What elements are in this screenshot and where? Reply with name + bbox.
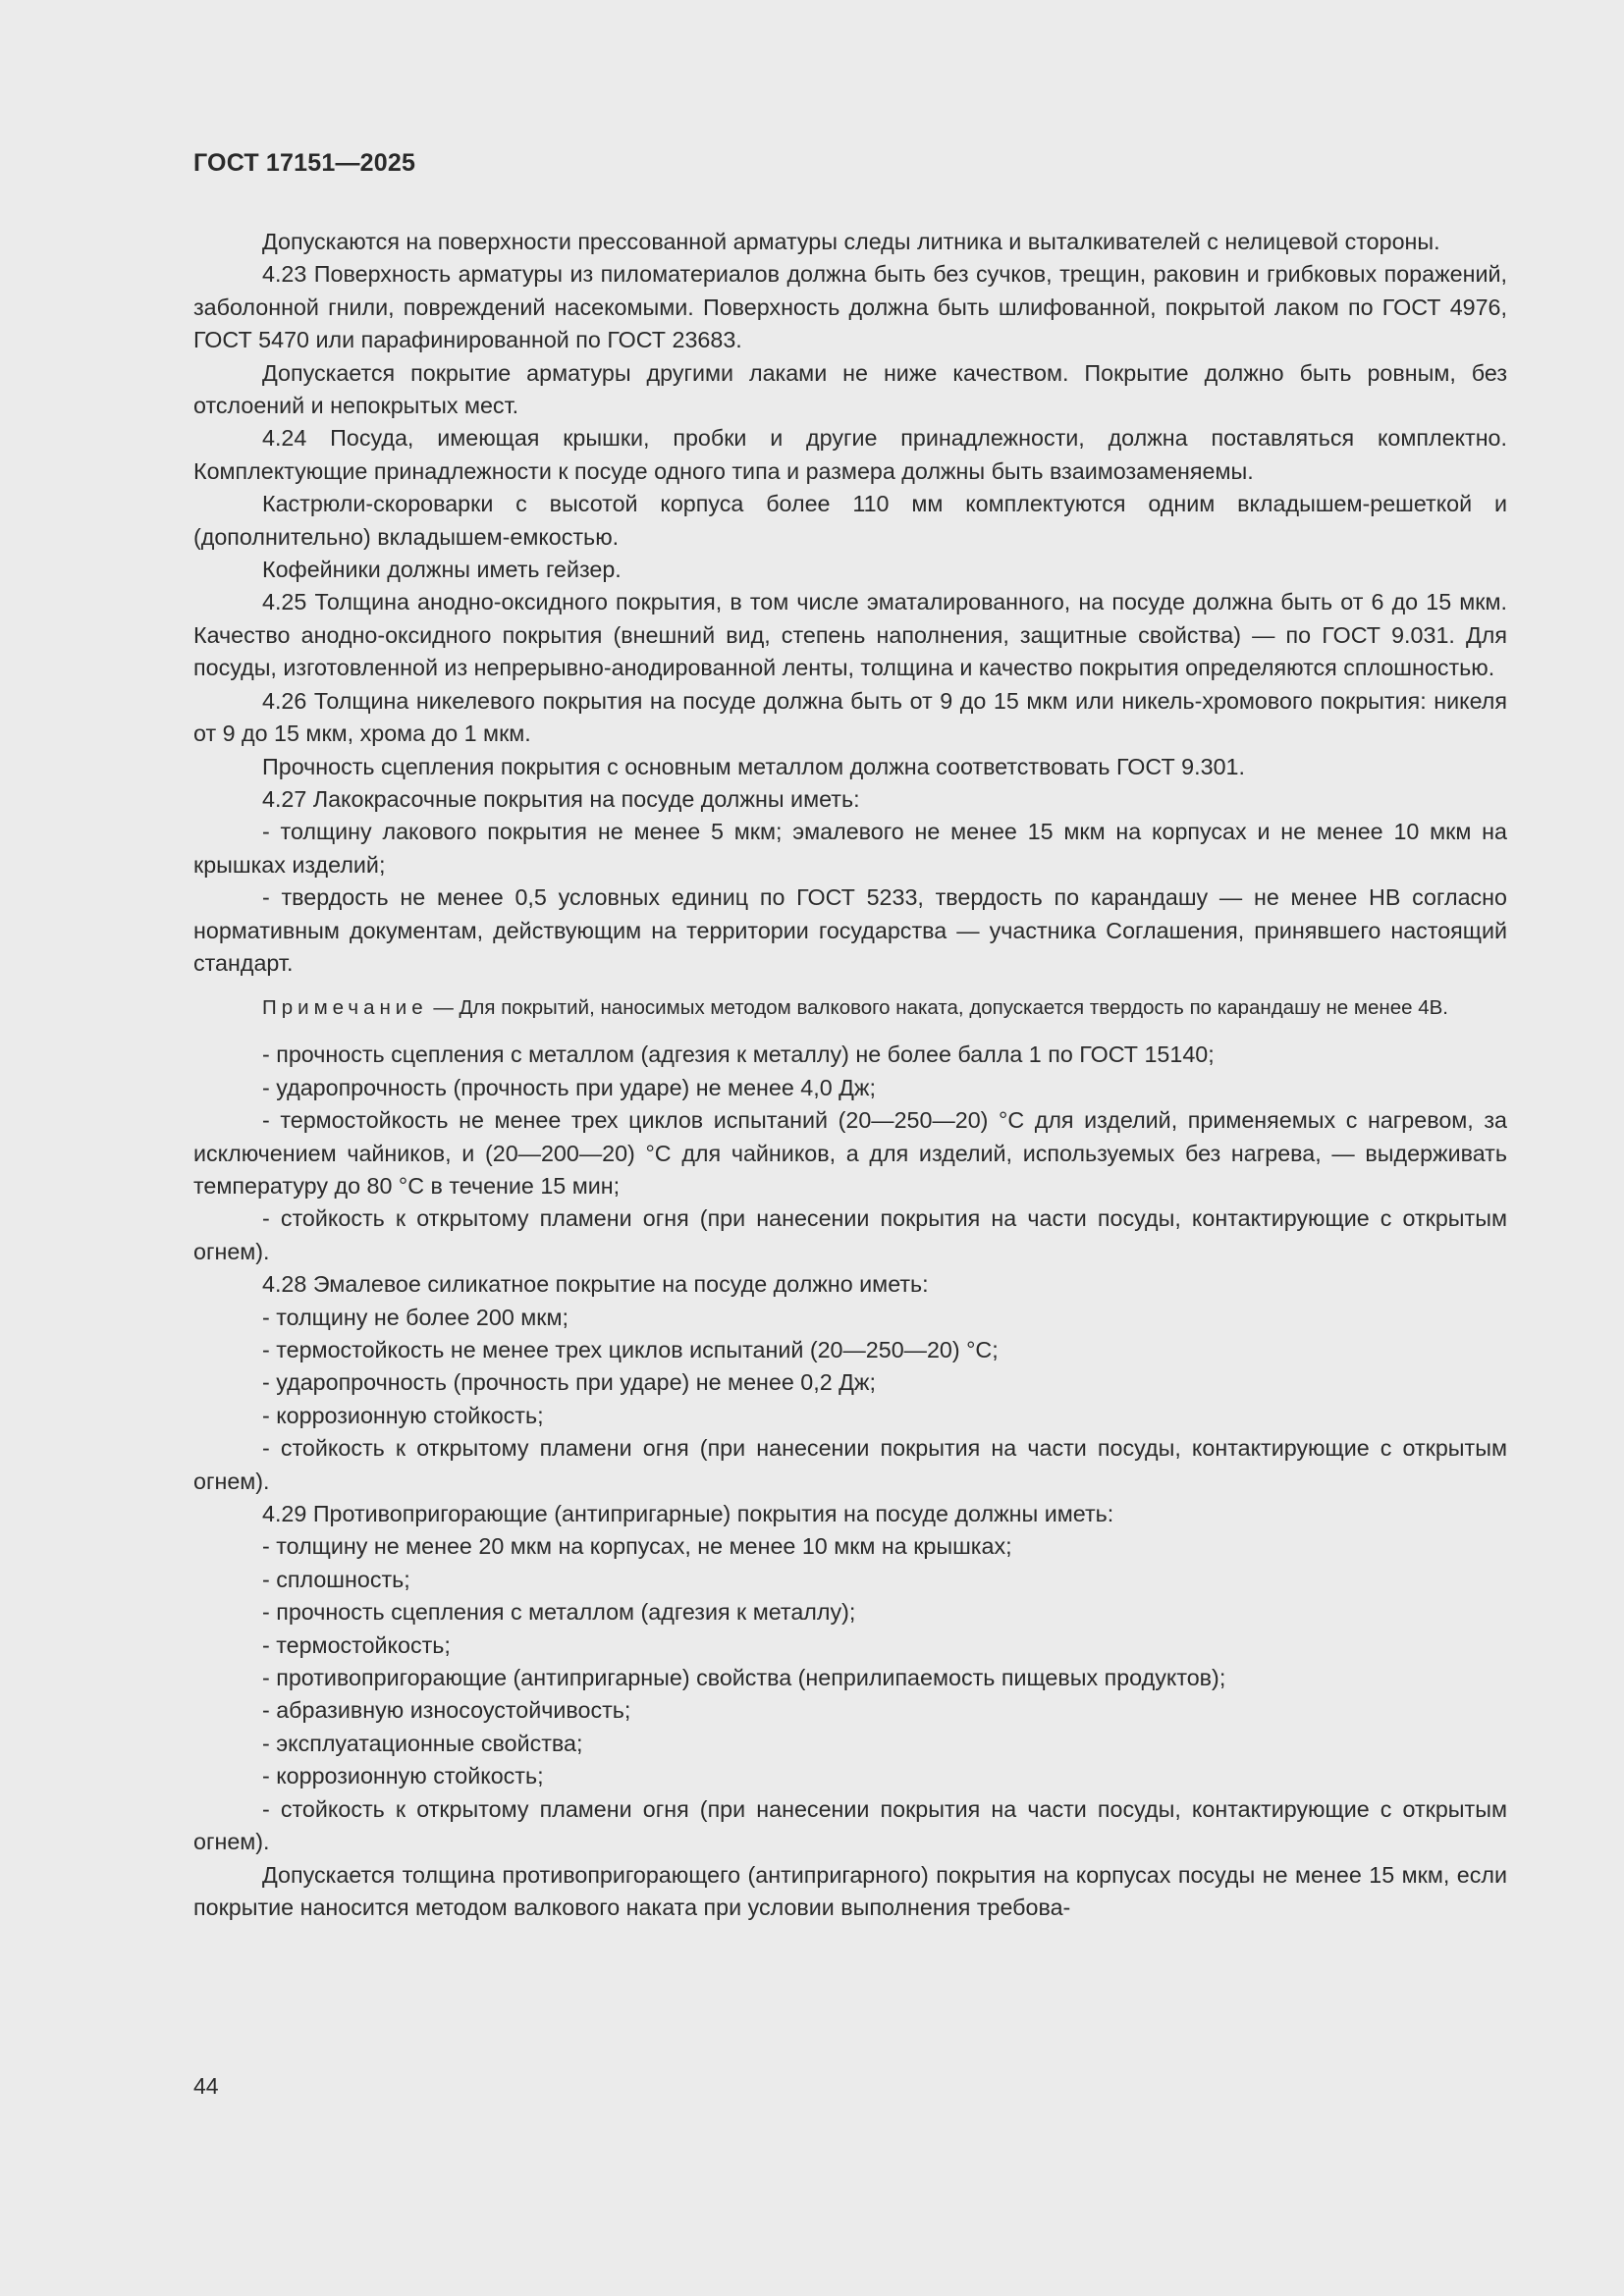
clause-4-24: 4.24 Посуда, имеющая крышки, пробки и другие принадлежности, должна поставляться комплектно. Комплектующие принадлежности к посуде одного типа и размера должны быть взаимозаменяемы. [193,425,1507,484]
paragraph: Допускается толщина противопригорающего (антипригарного) покрытия на корпусах посуды не менее 15 мкм, если покрытие наносится методом валкового наката при условии выполнения требова- [193,1861,1507,1920]
document-header: ГОСТ 17151—2025 [193,149,416,177]
clause-4-23: 4.23 Поверхность арматуры из пиломатериалов должна быть без сучков, трещин, раковин и грибковых поражений, заболонной гнили, повреждений насекомыми. Поверхность должна быть шлифованной, покрытой лаком по ГОСТ 4976, ГОСТ 5470 или парафинированной по ГОСТ 23683. [193,261,1507,353]
paragraph: Допускается покрытие арматуры другими лаками не ниже качеством. Покрытие должно быть ровным, без отслоений и непокрытых мест. [193,359,1507,419]
list-item: - эксплуатационные свойства; [262,1730,583,1756]
list-item: - стойкость к открытому пламени огня (при нанесении покрытия на части посуды, контактирующие с открытым огнем). [193,1435,1507,1494]
list-item: - абразивную износоустойчивость; [262,1697,631,1724]
list-item: - сплошность; [262,1566,410,1592]
clause-4-26: 4.26 Толщина никелевого покрытия на посуде должна быть от 9 до 15 мкм или никель-хромового покрытия: никеля от 9 до 15 мкм, хрома до 1 мкм. [193,687,1507,747]
clause-4-29: 4.29 Противопригорающие (антипригарные) покрытия на посуде должны иметь: [262,1501,1114,1527]
document-body [193,226,1507,1924]
paragraph: Прочность сцепления покрытия с основным металлом должна соответствовать ГОСТ 9.301. [262,753,1245,779]
clause-4-27: 4.27 Лакокрасочные покрытия на посуде должны иметь: [262,785,860,812]
page-number: 44 [193,2073,219,2099]
list-item: - твердость не менее 0,5 условных единиц по ГОСТ 5233, твердость по карандашу — не менее НВ согласно нормативным документам, действующим на территории государства — участника Соглашения, принявшего настоящий стандарт. [193,884,1507,976]
list-item: - прочность сцепления с металлом (адгезия к металлу) не более балла 1 по ГОСТ 15140; [262,1041,1215,1068]
clause-4-25: 4.25 Толщина анодно-оксидного покрытия, в том числе эматалированного, на посуде должна быть от 6 до 15 мкм. Качество анодно-оксидного покрытия (внешний вид, степень наполнения, защитные свойства) — по ГОСТ 9.031. Для посуды, изготовленной из непрерывно-анодированной ленты, толщина и качество покрытия определяются сплошностью. [193,589,1507,681]
paragraph: Кастрюли-скороварки с высотой корпуса более 110 мм комплектуются одним вкладышем-решеткой и (дополнительно) вкладышем-емкостью. [193,491,1507,550]
note-label: Примечание [262,996,428,1020]
list-item: - толщину не менее 20 мкм на корпусах, не менее 10 мкм на крышках; [262,1533,1012,1560]
paragraph: Допускаются на поверхности прессованной арматуры следы литника и выталкивателей с нелицевой стороны. [262,229,1440,254]
list-item: - ударопрочность (прочность при ударе) не менее 4,0 Дж; [262,1074,876,1100]
list-item: - прочность сцепления с металлом (адгезия к металлу); [262,1599,856,1626]
list-item: - толщину лакового покрытия не менее 5 мкм; эмалевого не менее 15 мкм на корпусах и не менее 10 мкм на крышках изделий; [193,819,1507,878]
list-item: - термостойкость не менее трех циклов испытаний (20—250—20) °С; [262,1337,999,1362]
list-item: - коррозионную стойкость; [262,1402,544,1428]
list-item: - противопригорающие (антипригарные) свойства (неприлипаемость пищевых продуктов); [262,1665,1226,1691]
clause-4-28: 4.28 Эмалевое силикатное покрытие на посуде должно иметь: [262,1271,929,1298]
list-item: - толщину не более 200 мкм; [262,1304,568,1330]
list-item: - стойкость к открытому пламени огня (при нанесении покрытия на части посуды, контактирующие с открытым огнем). [193,1205,1507,1264]
list-item: - ударопрочность (прочность при ударе) не менее 0,2 Дж; [262,1369,876,1396]
list-item: - термостойкость; [262,1631,451,1658]
note-text: — Для покрытий, наносимых методом валкового наката, допускается твердость по карандашу не менее 4В. [427,996,1448,1020]
list-item: - термостойкость не менее трех циклов испытаний (20—250—20) °С для изделий, применяемых с нагревом, за исключением чайников, и (20—200—20) °С для чайников, а для изделий, используемых без нагрева, — выдерживать температуру до 80 °С в течение 15 мин; [193,1107,1507,1199]
note [193,992,1507,1023]
list-item: - коррозионную стойкость; [262,1763,544,1789]
paragraph: Кофейники должны иметь гейзер. [262,557,622,583]
list-item: - стойкость к открытому пламени огня (при нанесении покрытия на части посуды, контактирующие с открытым огнем). [193,1795,1507,1855]
